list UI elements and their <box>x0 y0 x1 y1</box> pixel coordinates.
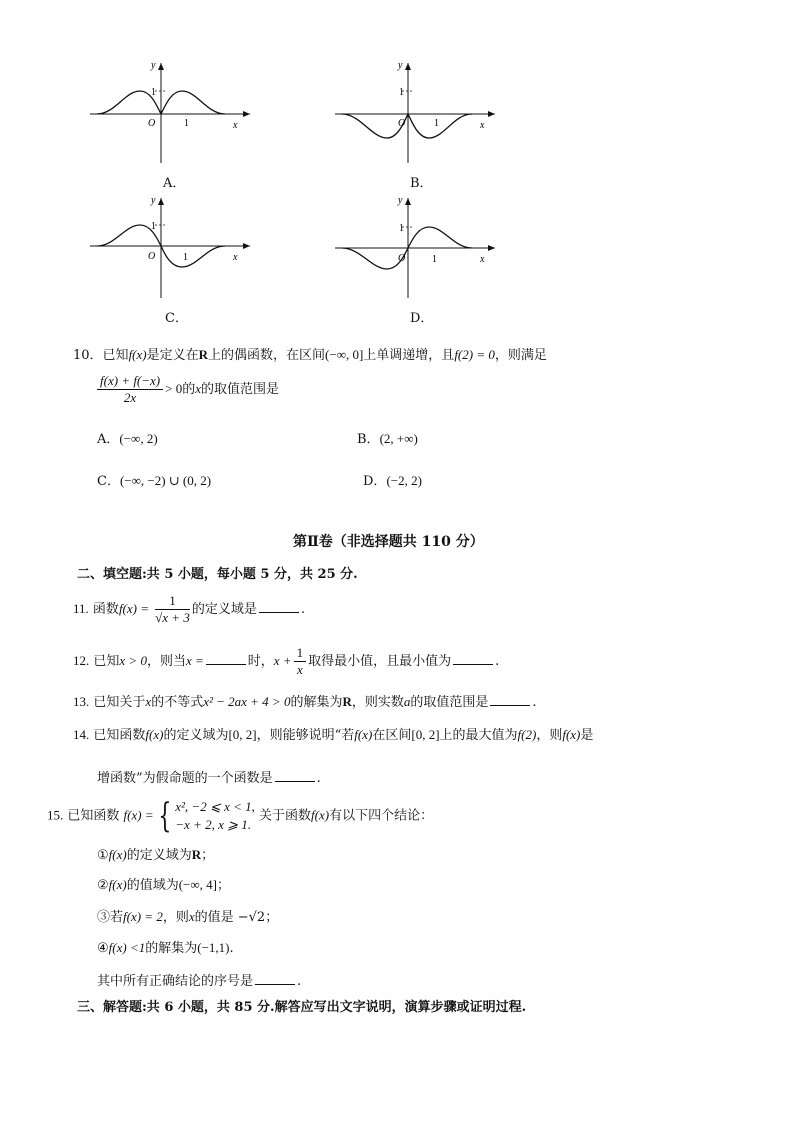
q12-fraction: $\frac{1}{x}$ <box>294 645 307 678</box>
graph-a-svg <box>85 58 255 168</box>
q15-cases: x², −2 ⩽ x < 1, −x + 2, x ⩾ 1. <box>175 799 255 832</box>
q15-item-4: ④f(x) <1的解集为(−1,1). <box>97 940 234 956</box>
graph-b-y1: 1 <box>399 87 404 98</box>
section-solution-heading: 三、解答题:共 6 小题，共 85 分.解答应写出文字说明，演算步骤或证明过程. <box>77 1000 527 1015</box>
graph-a-origin: O <box>148 118 156 129</box>
graph-d-origin: O <box>398 253 406 264</box>
q15-item-1: ①f(x)的定义域为R； <box>97 847 215 863</box>
graph-b-origin: O <box>398 118 406 129</box>
q13-number: 13. <box>73 694 90 709</box>
q11-answer-blank[interactable] <box>259 600 299 613</box>
q10-option-d[interactable]: D．(−2, 2) <box>363 473 422 489</box>
q11: 11. 函数f(x) = $\frac{1}{√x + 3}$ 的定义域是 . <box>73 593 305 625</box>
q15-number: 15. <box>47 807 64 823</box>
graph-d-x1: 1 <box>432 254 437 265</box>
q14-line1: 14. 已知函数f(x)的定义域为[0, 2]，则能够说明“若f(x)在区间[0, 2]上的最大值为f(2)，则f(x)是 <box>73 727 594 743</box>
q15-answer-blank[interactable] <box>255 972 295 985</box>
graph-d-svg <box>330 193 500 303</box>
q10-option-a[interactable]: A．(−∞, 2) <box>97 431 158 447</box>
graph-c-x1: 1 <box>183 252 188 263</box>
graph-b-x1: 1 <box>434 118 439 129</box>
q15-item-2: ②f(x)的值域为(−∞, 4]； <box>97 877 230 893</box>
q12: 12. 已知x > 0，则当x = 时，x + $\frac{1}{x}$ 取得最小值，且最小值为 . <box>73 645 500 677</box>
q10-fraction: $\frac{f(x) + f(-x)}{2x}$ <box>97 373 163 406</box>
graph-d-x-label: x <box>480 254 485 265</box>
graph-c-y1: 1 <box>151 221 156 232</box>
part-two-title: 第Ⅱ卷（非选择题共 110 分） <box>293 534 484 550</box>
q10-line1: 10．已知f(x)是定义在R上的偶函数，在区间(−∞, 0]上单调递增，且f(2) = 0，则满足 <box>73 347 547 363</box>
q10-option-c[interactable]: C．(−∞, −2) ∪ (0, 2) <box>97 473 212 489</box>
section-fill-in-heading: 二、填空题:共 5 小题，每小题 5 分，共 25 分. <box>77 567 358 582</box>
q15-final: 其中所有正确结论的序号是 . <box>97 974 302 989</box>
q14-answer-blank[interactable] <box>275 769 315 782</box>
graph-a-label: A． <box>163 176 186 191</box>
q13: 13. 已知关于x的不等式x² − 2ax + 4 > 0的解集为R，则实数a的取值范围是 . <box>73 694 537 710</box>
graph-a-y1: 1 <box>151 87 156 98</box>
graph-c-svg <box>85 193 255 303</box>
graph-a-x1: 1 <box>184 118 189 129</box>
graph-option-b <box>330 58 500 191</box>
graph-c-origin: O <box>148 251 156 262</box>
graph-b-x-label: x <box>480 120 485 131</box>
graph-option-c <box>85 193 255 326</box>
q12-number: 12. <box>73 653 90 668</box>
graph-b-svg <box>330 58 500 168</box>
graph-b-y-label: y <box>398 60 403 71</box>
graph-c-label: C． <box>165 311 188 326</box>
graph-d-label: D． <box>410 311 434 326</box>
q15-item-3: ③若f(x) = 2，则x的值是 −√2； <box>97 909 279 925</box>
graph-b-label: B． <box>410 176 433 191</box>
q14-line2: 增函数”为假命题的一个函数是 . <box>97 771 321 786</box>
graph-a-y-label: y <box>151 60 156 71</box>
q15-brace: { <box>157 796 171 836</box>
q10-option-b[interactable]: B．(2, +∞) <box>357 431 418 447</box>
graph-option-a <box>85 58 255 191</box>
q12-answer-blank-1[interactable] <box>206 652 246 665</box>
q11-fraction: $\frac{1}{√x + 3}$ <box>155 593 190 625</box>
graph-c-x-label: x <box>233 252 238 263</box>
graph-d-y1: 1 <box>399 223 404 234</box>
graph-d-y-label: y <box>398 195 403 206</box>
graph-a-x-label: x <box>233 120 238 131</box>
graph-option-d <box>330 193 500 326</box>
graph-c-y-label: y <box>151 195 156 206</box>
q10-line2: $\frac{f(x) + f(-x)}{2x}$ > 0的x的取值范围是 <box>95 373 279 406</box>
q11-number: 11. <box>73 601 89 616</box>
q10-number: 10． <box>73 348 103 363</box>
q14-number: 14. <box>73 727 90 742</box>
q13-answer-blank[interactable] <box>490 693 530 706</box>
q15-stem: 15. 已知函数 f(x) = { x², −2 ⩽ x < 1, −x + 2, x ⩾ 1. 关于函数f(x)有以下四个结论： <box>47 796 434 836</box>
q12-answer-blank-2[interactable] <box>453 652 493 665</box>
